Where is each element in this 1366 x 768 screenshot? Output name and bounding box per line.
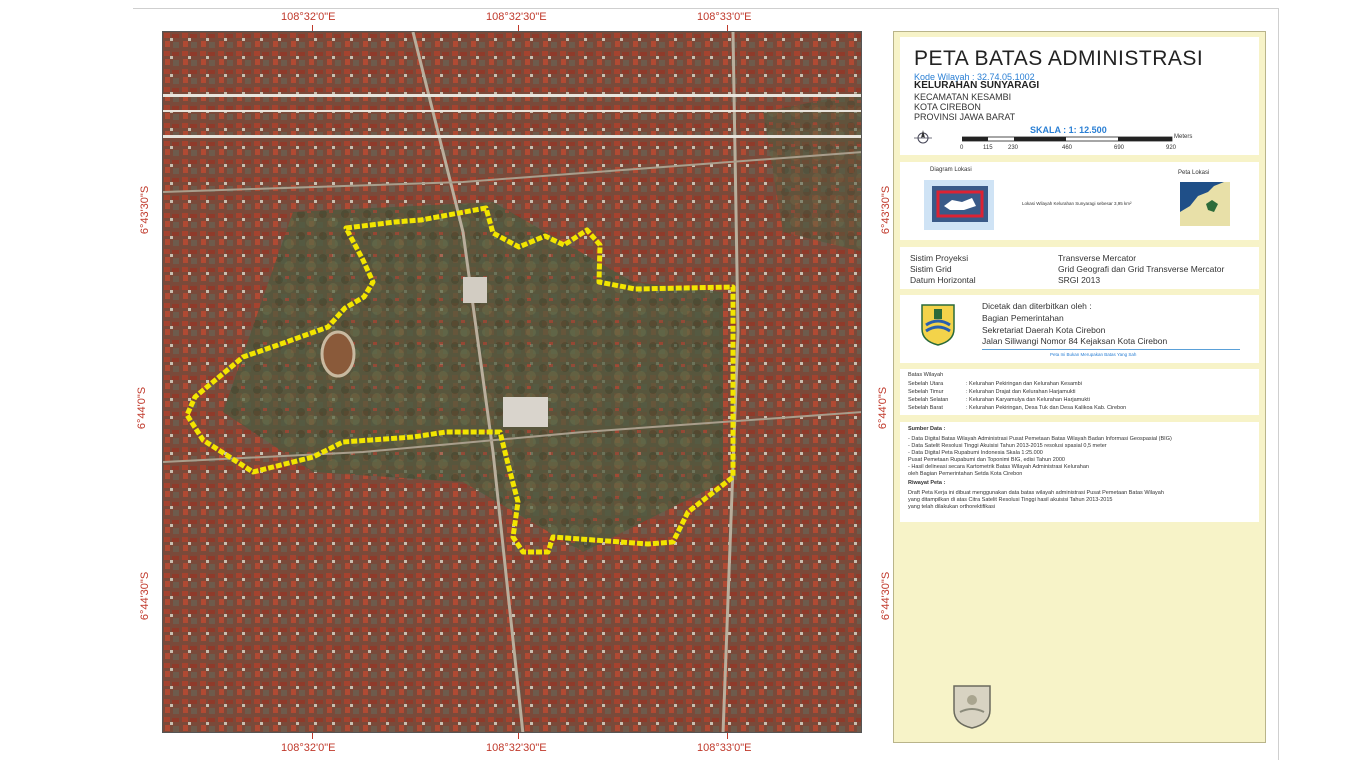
scale-tick-4: 690 [1114, 145, 1125, 151]
bottom-coord-3: 108°33'0"E [697, 742, 752, 754]
sumber-line-5: oleh Bagian Pemerintahan Setda Kota Cirebon [908, 471, 1023, 477]
batas-value-2: : Kelurahan Karyamulya dan Kelurahan Harjamukti [966, 397, 1090, 403]
provinsi-name: PROVINSI JAWA BARAT [914, 112, 1016, 122]
title-block [900, 37, 1259, 155]
scale-unit: Meters [1174, 134, 1193, 140]
sumber-line-2: - Data Digital Peta Rupabumi Indonesia Skala 1:25.000 [908, 450, 1043, 456]
sumber-title: Sumber Data : [908, 426, 946, 432]
diagram-lokasi-icon [924, 180, 994, 230]
batas-label-2: Sebelah Selatan [908, 397, 949, 403]
proyeksi-label-1: Sistim Grid [910, 264, 952, 274]
kode-wilayah: Kode Wilayah : 32.74.05.1002 [914, 72, 1035, 82]
sumber-line-1: - Data Satelit Resolusi Tinggi Akuisisi Tahun 2013-2015 resolusi spasial 0,5 meter [908, 443, 1107, 449]
publisher-block [900, 295, 1259, 363]
map-title: PETA BATAS ADMINISTRASI [914, 47, 1204, 70]
top-coord-2: 108°32'30"E [486, 11, 547, 23]
scale-label: SKALA : 1: 12.500 [1030, 125, 1107, 135]
sumber-line-4: - Hasil delineasi secara Kartometrik Batas Wilayah Administrasi Kelurahan [908, 464, 1089, 470]
left-coord-2: 6°44'0"S [136, 386, 149, 430]
riwayat-line-1: yang ditampilkan di atas Citra Satelit Resolusi Tinggi hasil akuisisi Tahun 2013-2015 [908, 497, 1113, 503]
sumber-block [900, 422, 1259, 522]
publisher-divider [982, 349, 1240, 350]
kecamatan-name: KECAMATAN KESAMBI [914, 92, 1012, 102]
bottom-coord-1: 108°32'0"E [281, 742, 336, 754]
batas-title: Batas Wilayah [908, 372, 944, 378]
proyeksi-label-2: Datum Horizontal [910, 275, 976, 285]
right-coord-1: 6°43'30"S [880, 185, 893, 235]
peta-lokasi-label: Peta Lokasi [1178, 170, 1210, 176]
publisher-footer: Peta Ini Bukan Merupakan Batas Yang Sah [1050, 352, 1137, 357]
publisher-line-3: Jalan Siliwangi Nomor 84 Kejaksan Kota Cirebon [982, 336, 1168, 346]
kelurahan-name: KELURAHAN SUNYARAGI [914, 80, 1040, 91]
scale-bar [962, 135, 1192, 143]
riwayat-title: Riwayat Peta : [908, 480, 946, 486]
satellite-map[interactable] [162, 31, 862, 733]
location-block [900, 162, 1259, 240]
publisher-line-2: Sekretariat Daerah Kota Cirebon [982, 325, 1106, 335]
tick-bottom-3 [727, 733, 728, 739]
diagram-caption: Lokasi Wilayah Kelurahan Sunyaragi sebesar 3,95 km² [1022, 201, 1132, 206]
scale-tick-5: 920 [1166, 145, 1177, 151]
kelurahan-badge-logo [950, 682, 994, 730]
batas-block [900, 369, 1259, 415]
scale-tick-1: 115 [983, 145, 993, 151]
batas-value-3: : Kelurahan Pekiringan, Desa Tuk dan Desa Kalikoa Kab. Cirebon [966, 405, 1127, 411]
publisher-line-0: Dicetak dan diterbitkan oleh : [982, 301, 1092, 311]
satellite-imagery [163, 32, 862, 733]
proyeksi-value-0: Transverse Mercator [1058, 253, 1137, 263]
compass-icon [912, 129, 934, 149]
right-coord-3: 6°44'30"S [880, 571, 893, 621]
sumber-line-3: Pusat Pemetaan Rupabumi dan Toponimi BIG, edisi Tahun 2000 [908, 457, 1065, 463]
top-coord-1: 108°32'0"E [281, 11, 336, 23]
cirebon-emblem-icon [918, 303, 958, 347]
scale-tick-0: 0 [960, 145, 964, 151]
batas-value-0: : Kelurahan Pekiringan dan Kelurahan Kesambi [966, 381, 1082, 387]
right-coord-2: 6°44'0"S [877, 386, 890, 430]
scale-tick-2: 230 [1008, 145, 1019, 151]
legend-panel [893, 31, 1266, 743]
proyeksi-value-2: SRGI 2013 [1058, 275, 1101, 285]
bottom-coord-2: 108°32'30"E [486, 742, 547, 754]
top-coord-3: 108°33'0"E [697, 11, 752, 23]
riwayat-line-2: yang telah dilakukan orthorektifikasi [908, 504, 996, 510]
proyeksi-label-0: Sistim Proyeksi [910, 253, 969, 263]
batas-value-1: : Kelurahan Drajat dan Kelurahan Harjamukti [966, 389, 1076, 395]
projection-block [900, 247, 1259, 289]
peta-lokasi-icon [1180, 182, 1230, 226]
tick-bottom-1 [312, 733, 313, 739]
publisher-line-1: Bagian Pemerintahan [982, 313, 1064, 323]
riwayat-line-0: Draft Peta Kerja ini dibuat menggunakan data batas wilayah administrasi Pusat Pemetaan Batas Wilayah [908, 490, 1164, 496]
tick-bottom-2 [518, 733, 519, 739]
scale-tick-3: 460 [1062, 145, 1073, 151]
sumber-line-0: - Data Digital Batas Wilayah Administrasi Pusat Pemetaan Batas Wilayah Badan Informasi Geospasial (BIG) [908, 436, 1172, 442]
batas-label-3: Sebelah Barat [908, 405, 943, 411]
proyeksi-value-1: Grid Geografi dan Grid Transverse Mercator [1058, 264, 1225, 274]
kota-name: KOTA CIREBON [914, 102, 981, 112]
left-coord-1: 6°43'30"S [139, 185, 152, 235]
diagram-lokasi-label: Diagram Lokasi [930, 167, 972, 173]
left-coord-3: 6°44'30"S [139, 571, 152, 621]
batas-label-0: Sebelah Utara [908, 381, 944, 387]
batas-label-1: Sebelah Timur [908, 389, 944, 395]
